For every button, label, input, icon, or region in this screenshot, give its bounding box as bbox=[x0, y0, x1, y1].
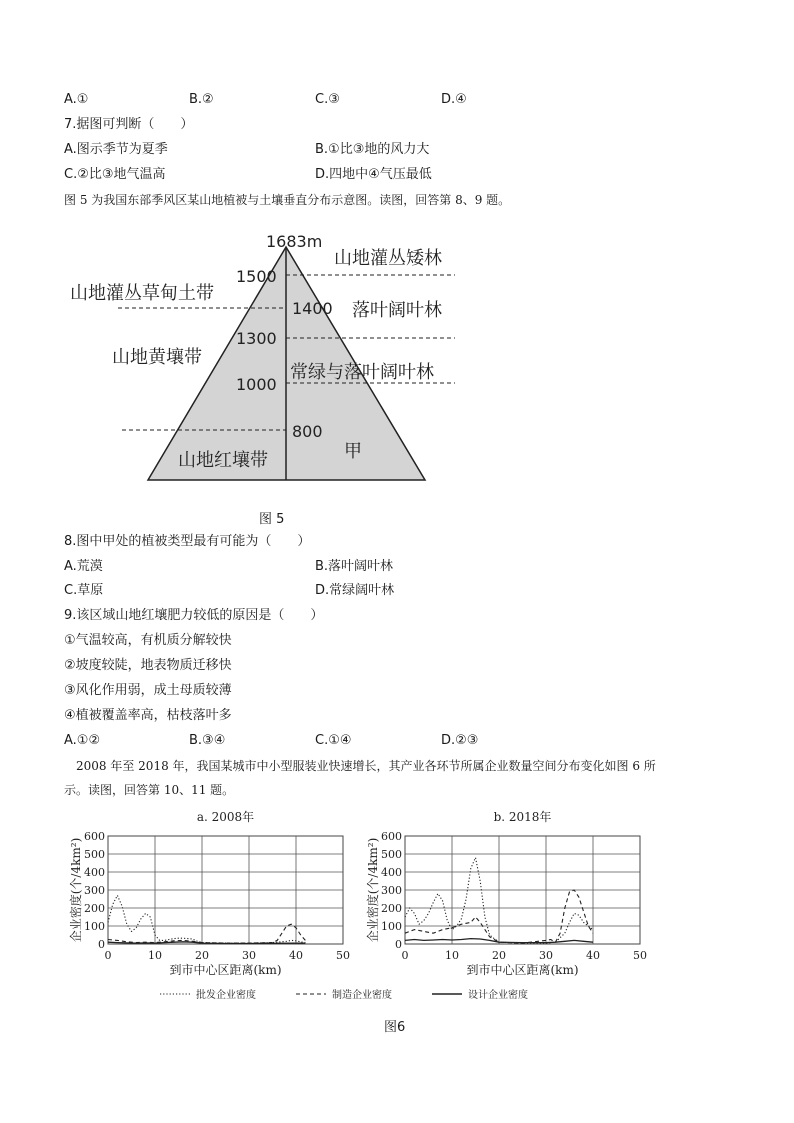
q9-option-d: D.②③ bbox=[441, 733, 479, 748]
fig6-caption: 图6 bbox=[384, 1020, 406, 1035]
q8-stem: 8.图中甲处的植被类型最有可能为（ ） bbox=[64, 534, 311, 549]
q6-option-c: C.③ bbox=[315, 92, 340, 107]
chart-a-ytick: 0 bbox=[98, 938, 105, 951]
q7-option-b: B.①比③地的风力大 bbox=[315, 142, 430, 157]
soil-red-label: 山地红壤带 bbox=[178, 450, 268, 471]
chart-b-xtick: 30 bbox=[539, 949, 553, 962]
chart-a-title: a. 2008年 bbox=[196, 810, 255, 824]
chart-a-xtick: 20 bbox=[195, 949, 209, 962]
chart-b-ytick: 0 bbox=[395, 938, 402, 951]
chart-a-ytick: 400 bbox=[84, 866, 105, 879]
q9-statement-2: ②坡度较陡，地表物质迁移快 bbox=[64, 658, 232, 673]
fig5-diagram bbox=[60, 225, 480, 490]
chart-b-ytick: 300 bbox=[381, 884, 402, 897]
q9-statement-1: ①气温较高，有机质分解较快 bbox=[64, 633, 232, 648]
q7-option-a: A.图示季节为夏季 bbox=[64, 142, 168, 157]
q8-option-d: D.常绿阔叶林 bbox=[315, 583, 395, 598]
chart-a-xlabel: 到市中心区距离(km) bbox=[169, 963, 282, 977]
chart-a-xtick: 0 bbox=[104, 949, 112, 962]
chart-a-xtick: 10 bbox=[148, 949, 162, 962]
chart-b-xlabel: 到市中心区距离(km) bbox=[466, 963, 579, 977]
chart-a-xtick: 50 bbox=[336, 949, 350, 962]
chart-a-ylabel: 企业密度(个/4km²) bbox=[69, 837, 83, 943]
chart-a-xtick: 30 bbox=[242, 949, 256, 962]
alt-800: 800 bbox=[292, 422, 323, 441]
chart-b-ytick: 100 bbox=[381, 920, 402, 933]
veg-mixed-label: 常绿与落叶阔叶林 bbox=[290, 362, 434, 383]
intro-8-9: 图 5 为我国东部季风区某山地植被与土壤垂直分布示意图。读图，回答第 8、9 题。 bbox=[64, 193, 511, 207]
q7-stem: 7.据图可判断（ ） bbox=[64, 117, 194, 132]
chart-a-ytick: 600 bbox=[84, 830, 105, 843]
veg-shrub-label: 山地灌丛矮林 bbox=[334, 248, 442, 269]
q9-option-c: C.①④ bbox=[315, 733, 352, 748]
alt-1300: 1300 bbox=[236, 329, 277, 348]
peak-label: 1683m bbox=[266, 232, 323, 251]
intro-10-11-line1: 2008 年至 2018 年，我国某城市中小型服装业快速增长，其产业各环节所属企业数量空间分布变化如图 6 所 bbox=[76, 759, 656, 773]
fig5-caption: 图 5 bbox=[259, 512, 285, 527]
chart-b-ytick: 400 bbox=[381, 866, 402, 879]
chart-a-ytick: 100 bbox=[84, 920, 105, 933]
q6-option-a: A.① bbox=[64, 92, 89, 107]
q6-option-d: D.④ bbox=[441, 92, 467, 107]
chart-b-xtick: 50 bbox=[633, 949, 647, 962]
q9-option-b: B.③④ bbox=[189, 733, 226, 748]
q9-stem: 9.该区域山地红壤肥力较低的原因是（ ） bbox=[64, 608, 324, 623]
veg-jia-label: 甲 bbox=[344, 441, 362, 462]
veg-deciduous-label: 落叶阔叶林 bbox=[352, 300, 442, 321]
alt-1000: 1000 bbox=[236, 375, 277, 394]
q7-option-d: D.四地中④气压最低 bbox=[315, 167, 432, 182]
soil-meadow-label: 山地灌丛草甸土带 bbox=[70, 283, 214, 304]
chart-a-ytick: 300 bbox=[84, 884, 105, 897]
q8-option-c: C.草原 bbox=[64, 583, 104, 598]
q8-option-b: B.落叶阔叶林 bbox=[315, 559, 394, 574]
chart-b-xtick: 0 bbox=[401, 949, 409, 962]
soil-yellow-label: 山地黄壤带 bbox=[112, 347, 202, 368]
chart-a-series-wholesale bbox=[108, 895, 305, 943]
chart-b-ytick: 600 bbox=[381, 830, 402, 843]
legend-wholesale-label: 批发企业密度 bbox=[196, 990, 256, 1001]
chart-a-ytick: 500 bbox=[84, 848, 105, 861]
chart-a-xtick: 40 bbox=[289, 949, 303, 962]
fig6-charts bbox=[60, 805, 660, 1010]
chart-b-ytick: 500 bbox=[381, 848, 402, 861]
q7-option-c: C.②比③地气温高 bbox=[64, 167, 166, 182]
q6-option-b: B.② bbox=[189, 92, 214, 107]
intro-10-11-line2: 示。读图，回答第 10、11 题。 bbox=[64, 783, 235, 797]
chart-b-ylabel: 企业密度(个/4km²) bbox=[366, 837, 380, 943]
chart-b-ytick: 200 bbox=[381, 902, 402, 915]
q9-statement-3: ③风化作用弱，成土母质较薄 bbox=[64, 683, 232, 698]
chart-b-xtick: 20 bbox=[492, 949, 506, 962]
chart-b-title: b. 2018年 bbox=[493, 810, 552, 824]
chart-b-xtick: 40 bbox=[586, 949, 600, 962]
alt-1400: 1400 bbox=[292, 299, 333, 318]
q9-statement-4: ④植被覆盖率高，枯枝落叶多 bbox=[64, 708, 232, 723]
chart-b-xtick: 10 bbox=[445, 949, 459, 962]
chart-a-series-manufacturing bbox=[108, 924, 305, 943]
legend-design-label: 设计企业密度 bbox=[468, 990, 528, 1001]
chart-a-ytick: 200 bbox=[84, 902, 105, 915]
legend-manufacturing-label: 制造企业密度 bbox=[332, 990, 392, 1001]
alt-1500: 1500 bbox=[236, 267, 277, 286]
q8-option-a: A.荒漠 bbox=[64, 559, 103, 574]
q9-option-a: A.①② bbox=[64, 733, 101, 748]
